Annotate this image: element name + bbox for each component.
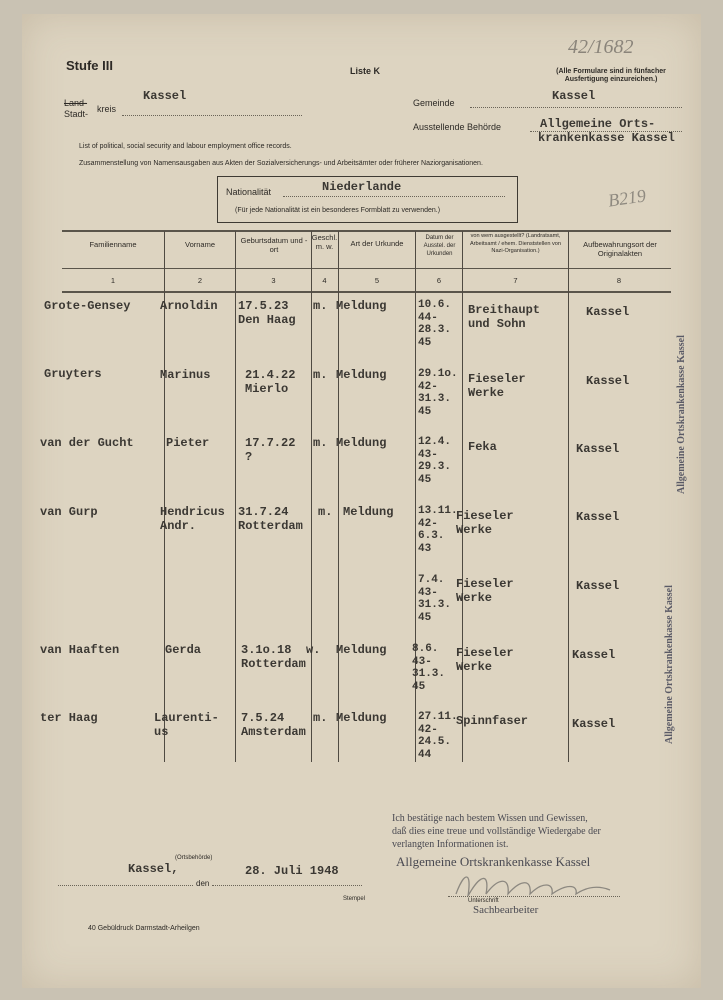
cell-familienname: Grote-Gensey bbox=[44, 299, 131, 313]
stage-label: Stufe III bbox=[66, 58, 113, 73]
cell-geburt: 3.1o.18 Rotterdam bbox=[241, 643, 306, 671]
cell-von: Fieseler Werke bbox=[456, 646, 514, 674]
kreis-label: kreis bbox=[97, 104, 117, 114]
certification-line-2: daß dies eine treue und vollständige Wiedergabe der verlangten Informationen ist. bbox=[392, 826, 601, 850]
cell-art: Meldung bbox=[336, 643, 387, 657]
cell-ort: Kassel bbox=[586, 374, 630, 388]
certification-text bbox=[392, 812, 622, 851]
cell-ort: Kassel bbox=[576, 579, 620, 593]
table-top-rule bbox=[62, 230, 671, 232]
gemeinde-value: Kassel bbox=[552, 89, 596, 103]
col-header-von: von wem ausgestellt? (Landratsamt, Arbeitsamt / ehem. Dienststellen von Nazi-Organisation.) bbox=[469, 233, 562, 254]
cell-geschl: m. bbox=[313, 368, 328, 382]
col-number: 4 bbox=[322, 276, 327, 285]
cell-art: Meldung bbox=[343, 505, 394, 519]
nationality-label: Nationalität bbox=[226, 187, 272, 197]
cell-ort: Kassel bbox=[572, 648, 616, 662]
table-header-rule bbox=[62, 291, 671, 293]
cell-geschl: m. bbox=[318, 505, 333, 519]
cell-vorname: Laurenti- us bbox=[154, 711, 219, 739]
col-header-art: Art der Urkunde bbox=[350, 239, 404, 248]
cell-familienname: van Haaften bbox=[40, 643, 120, 657]
col-number: 8 bbox=[616, 276, 622, 285]
col-number: 3 bbox=[271, 276, 276, 285]
col-number: 5 bbox=[374, 276, 380, 285]
date-label: den bbox=[196, 879, 210, 888]
nationality-note: (Für jede Nationalität ist ein besonderes Formblatt zu verwenden.) bbox=[235, 207, 441, 214]
place-caption: (Ortsbehörde) bbox=[175, 855, 213, 861]
cell-art: Meldung bbox=[336, 711, 387, 725]
cell-von: Fieseler Werke bbox=[456, 577, 514, 605]
archive-number: 42/1682 bbox=[568, 36, 634, 58]
landkreis-label-1: Land- bbox=[64, 98, 88, 108]
col-header-geschl: Geschl. m. w. bbox=[311, 233, 338, 251]
cell-ort: Kassel bbox=[586, 305, 630, 319]
certification-line-1: Ich bestätige nach bestem Wissen und Gewissen, bbox=[392, 813, 588, 824]
cell-geschl: w. bbox=[306, 643, 321, 657]
cell-vorname: Pieter bbox=[166, 436, 210, 450]
col-header-datum: Datum der Ausstel. der Urkunden bbox=[423, 235, 456, 257]
description-de: Zusammenstellung von Namensausgaben aus Akten der Sozialversicherungs- und Arbeitsämter oder früherer Naziorganisationen. bbox=[79, 160, 483, 167]
cell-geschl: m. bbox=[313, 299, 328, 313]
col-number: 2 bbox=[197, 276, 203, 285]
cell-familienname: van der Gucht bbox=[40, 436, 134, 450]
cell-von: Breithaupt und Sohn bbox=[468, 303, 541, 331]
cell-vorname: Hendricus Andr. bbox=[160, 505, 225, 533]
cell-datum: 29.1o. 42- 31.3. 45 bbox=[418, 368, 458, 418]
cell-art: Meldung bbox=[336, 436, 387, 450]
col-number: 6 bbox=[436, 276, 442, 285]
cell-geburt: 17.5.23 Den Haag bbox=[238, 299, 296, 327]
cell-geburt: 21.4.22 Mierlo bbox=[245, 368, 296, 396]
handwritten-mark: B219 bbox=[606, 185, 648, 211]
landkreis-label-2: Stadt- bbox=[64, 109, 89, 119]
date-value: 28. Juli 1948 bbox=[245, 864, 339, 878]
col-header-geburt: Geburtsdatum und -ort bbox=[240, 236, 308, 254]
cell-ort: Kassel bbox=[572, 717, 616, 731]
behoerde-label: Ausstellende Behörde bbox=[413, 122, 502, 132]
signer-role: Sachbearbeiter bbox=[473, 904, 539, 916]
cell-datum: 7.4. 43- 31.3. 45 bbox=[418, 574, 452, 624]
cell-ort: Kassel bbox=[576, 442, 620, 456]
side-stamp-2: Allgemeine Ortskrankenkasse Kassel bbox=[664, 585, 675, 744]
cell-ort: Kassel bbox=[576, 510, 620, 524]
list-name: Liste K bbox=[350, 66, 381, 76]
cell-datum: 10.6. 44- 28.3. 45 bbox=[418, 299, 452, 349]
cell-familienname: van Gurp bbox=[40, 505, 98, 519]
cell-datum: 12.4. 43- 29.3. 45 bbox=[418, 436, 452, 486]
printer-imprint: 40 Gebüldruck Darmstadt-Arheilgen bbox=[88, 925, 200, 932]
col-number: 1 bbox=[110, 276, 116, 285]
col-number: 7 bbox=[513, 276, 518, 285]
nationality-value: Niederlande bbox=[322, 180, 402, 194]
cell-familienname: Gruyters bbox=[44, 367, 102, 381]
side-stamp-1: Allgemeine Ortskrankenkasse Kassel bbox=[676, 335, 687, 494]
signature-caption: Unterschrift bbox=[468, 898, 499, 904]
cell-von: Fieseler Werke bbox=[468, 372, 526, 400]
cell-art: Meldung bbox=[336, 368, 387, 382]
cell-geburt: 7.5.24 Amsterdam bbox=[241, 711, 306, 739]
cell-art: Meldung bbox=[336, 299, 387, 313]
cell-datum: 27.11. 42- 24.5. 44 bbox=[418, 711, 458, 761]
cell-von: Spinnfaser bbox=[456, 714, 529, 728]
cell-vorname: Arnoldin bbox=[160, 299, 218, 313]
cell-von: Feka bbox=[468, 440, 497, 454]
behoerde-value-1: Allgemeine Orts- bbox=[540, 117, 656, 131]
behoerde-value-2: krankenkasse Kassel bbox=[538, 131, 675, 145]
cell-von: Fieseler Werke bbox=[456, 509, 514, 537]
cell-geburt: 17.7.22 ? bbox=[245, 436, 296, 464]
cell-geburt: 31.7.24 Rotterdam bbox=[238, 505, 303, 533]
cell-geschl: m. bbox=[313, 436, 328, 450]
description-en: List of political, social security and labour employment office records. bbox=[79, 143, 292, 150]
cell-datum: 8.6. 43- 31.3. 45 bbox=[412, 643, 446, 693]
col-header-familienname: Familienname bbox=[89, 240, 137, 249]
place-value: Kassel, bbox=[128, 862, 179, 876]
col-header-ort: Aufbewahrungsort der Originalakten bbox=[583, 240, 657, 258]
cell-familienname: ter Haag bbox=[40, 711, 98, 725]
cell-vorname: Marinus bbox=[160, 368, 211, 382]
cell-datum: 13.11. 42- 6.3. 43 bbox=[418, 505, 458, 555]
cell-vorname: Gerda bbox=[165, 643, 202, 657]
col-header-vorname: Vorname bbox=[184, 240, 216, 249]
landkreis-value: Kassel bbox=[143, 89, 187, 103]
certification-stamp: Allgemeine Ortskrankenkasse Kassel bbox=[396, 854, 591, 869]
top-note: (Alle Formulare sind in fünfacher Ausfertigung einzureichen.) bbox=[556, 68, 666, 83]
cell-geschl: m. bbox=[313, 711, 328, 725]
gemeinde-label: Gemeinde bbox=[413, 98, 455, 108]
stempel-label: Stempel bbox=[343, 896, 366, 902]
